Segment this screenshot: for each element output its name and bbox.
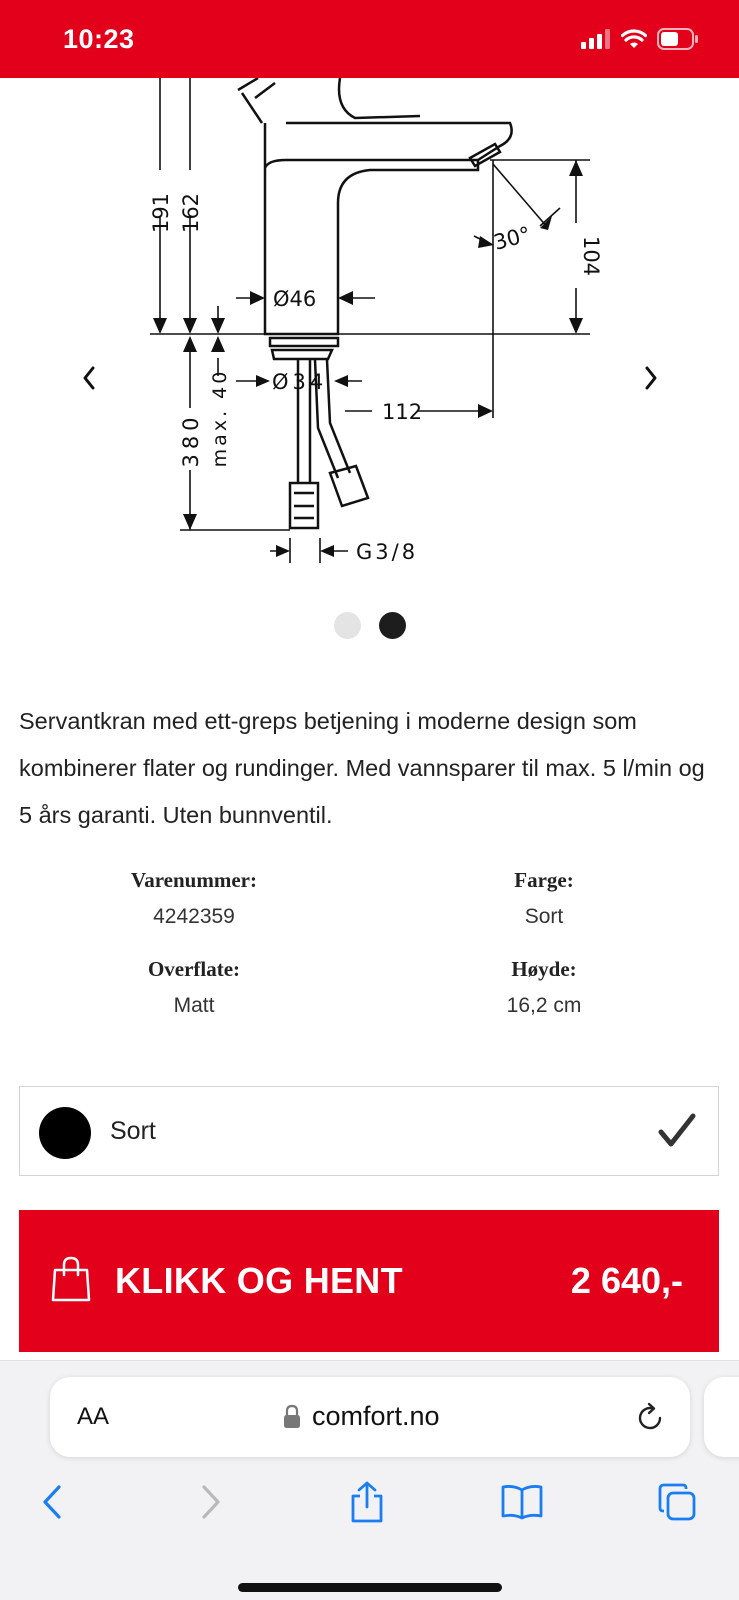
- gallery-prev-button[interactable]: [73, 358, 103, 398]
- color-option-label: Sort: [110, 1117, 156, 1145]
- share-icon: [349, 1481, 385, 1523]
- status-time: 10:23: [63, 24, 135, 54]
- back-button[interactable]: [27, 1477, 77, 1527]
- chevron-left-icon: [73, 358, 103, 398]
- address-bar[interactable]: [50, 1377, 690, 1457]
- click-and-collect-button[interactable]: [19, 1210, 719, 1352]
- aa-label: AA: [77, 1403, 110, 1430]
- book-icon: [500, 1484, 544, 1520]
- product-image-gallery[interactable]: [0, 78, 739, 668]
- checkmark-icon: [658, 1113, 696, 1149]
- spec-value: 4242359: [153, 905, 235, 928]
- back-icon: [40, 1484, 64, 1520]
- dim-height-total: 191: [149, 192, 173, 234]
- spec-label: Farge:: [514, 868, 574, 892]
- share-button[interactable]: [342, 1477, 392, 1527]
- spec-value: 16,2 cm: [506, 994, 582, 1017]
- buy-button-label: KLIKK OG HENT: [115, 1260, 403, 1301]
- forward-icon: [199, 1484, 223, 1520]
- tabs-icon: [657, 1482, 697, 1522]
- dim-spout-reach: 112: [382, 400, 423, 424]
- browser-toolbar: [0, 1477, 739, 1537]
- hose-fitting-1: [290, 483, 318, 528]
- gallery-pagination: [0, 612, 739, 639]
- spec-height: [414, 957, 674, 1018]
- dim-hole-diameter: Ø34: [272, 370, 328, 394]
- spec-label: Varenummer:: [131, 868, 257, 892]
- tabs-button[interactable]: [652, 1477, 702, 1527]
- product-price: 2 640,-: [570, 1260, 683, 1301]
- spec-surface: [64, 957, 324, 1018]
- dim-height-body: 162: [179, 192, 203, 234]
- faucet-lever: [238, 78, 275, 123]
- color-option-sort[interactable]: [19, 1086, 719, 1176]
- bookmarks-button[interactable]: [497, 1477, 547, 1527]
- dim-mount-depth: max. 40: [209, 368, 231, 468]
- browser-chrome: [0, 1360, 739, 1600]
- spec-value: Matt: [173, 994, 215, 1017]
- battery-icon: [657, 28, 699, 50]
- faucet-dimension-drawing: [0, 78, 739, 598]
- spec-value: Sort: [524, 905, 564, 928]
- spec-label: Overflate:: [147, 957, 241, 981]
- dim-hose-length: 380: [179, 412, 203, 468]
- gallery-next-button[interactable]: [637, 358, 667, 398]
- dim-spout-height: 104: [579, 235, 603, 277]
- spec-item-number: [64, 868, 324, 929]
- spec-label: Høyde:: [511, 957, 577, 981]
- wifi-icon: [621, 29, 647, 49]
- dim-spout-angle: 30°: [491, 222, 534, 255]
- home-indicator: [238, 1583, 502, 1592]
- gallery-dot-1[interactable]: [334, 612, 361, 639]
- url-text: comfort.no: [312, 1401, 440, 1431]
- base-nut: [270, 338, 338, 359]
- lock-icon: [282, 1404, 302, 1430]
- cellular-signal-icon: [581, 29, 611, 49]
- shopping-bag-icon: [51, 1256, 91, 1302]
- chevron-right-icon: [637, 358, 667, 398]
- next-tab-address-bar[interactable]: [704, 1377, 739, 1457]
- reader-settings-button[interactable]: [77, 1403, 109, 1431]
- faucet-spout-top: [339, 78, 420, 118]
- forward-button[interactable]: [186, 1477, 236, 1527]
- status-icons: [581, 28, 699, 50]
- product-description: Servantkran med ett-greps betjening i moderne design som kombinerer flater og rundinger. Med vannsparer til max. 5 l/min og 5 års garanti. Uten bunnventil.: [19, 708, 705, 828]
- gallery-dot-2[interactable]: [379, 612, 406, 639]
- color-swatch: [39, 1107, 91, 1159]
- status-bar: [0, 0, 739, 78]
- reload-icon[interactable]: [636, 1401, 666, 1433]
- dim-connection: G3/8: [356, 540, 419, 564]
- spec-color: [414, 868, 674, 929]
- dim-body-diameter: Ø46: [273, 287, 317, 311]
